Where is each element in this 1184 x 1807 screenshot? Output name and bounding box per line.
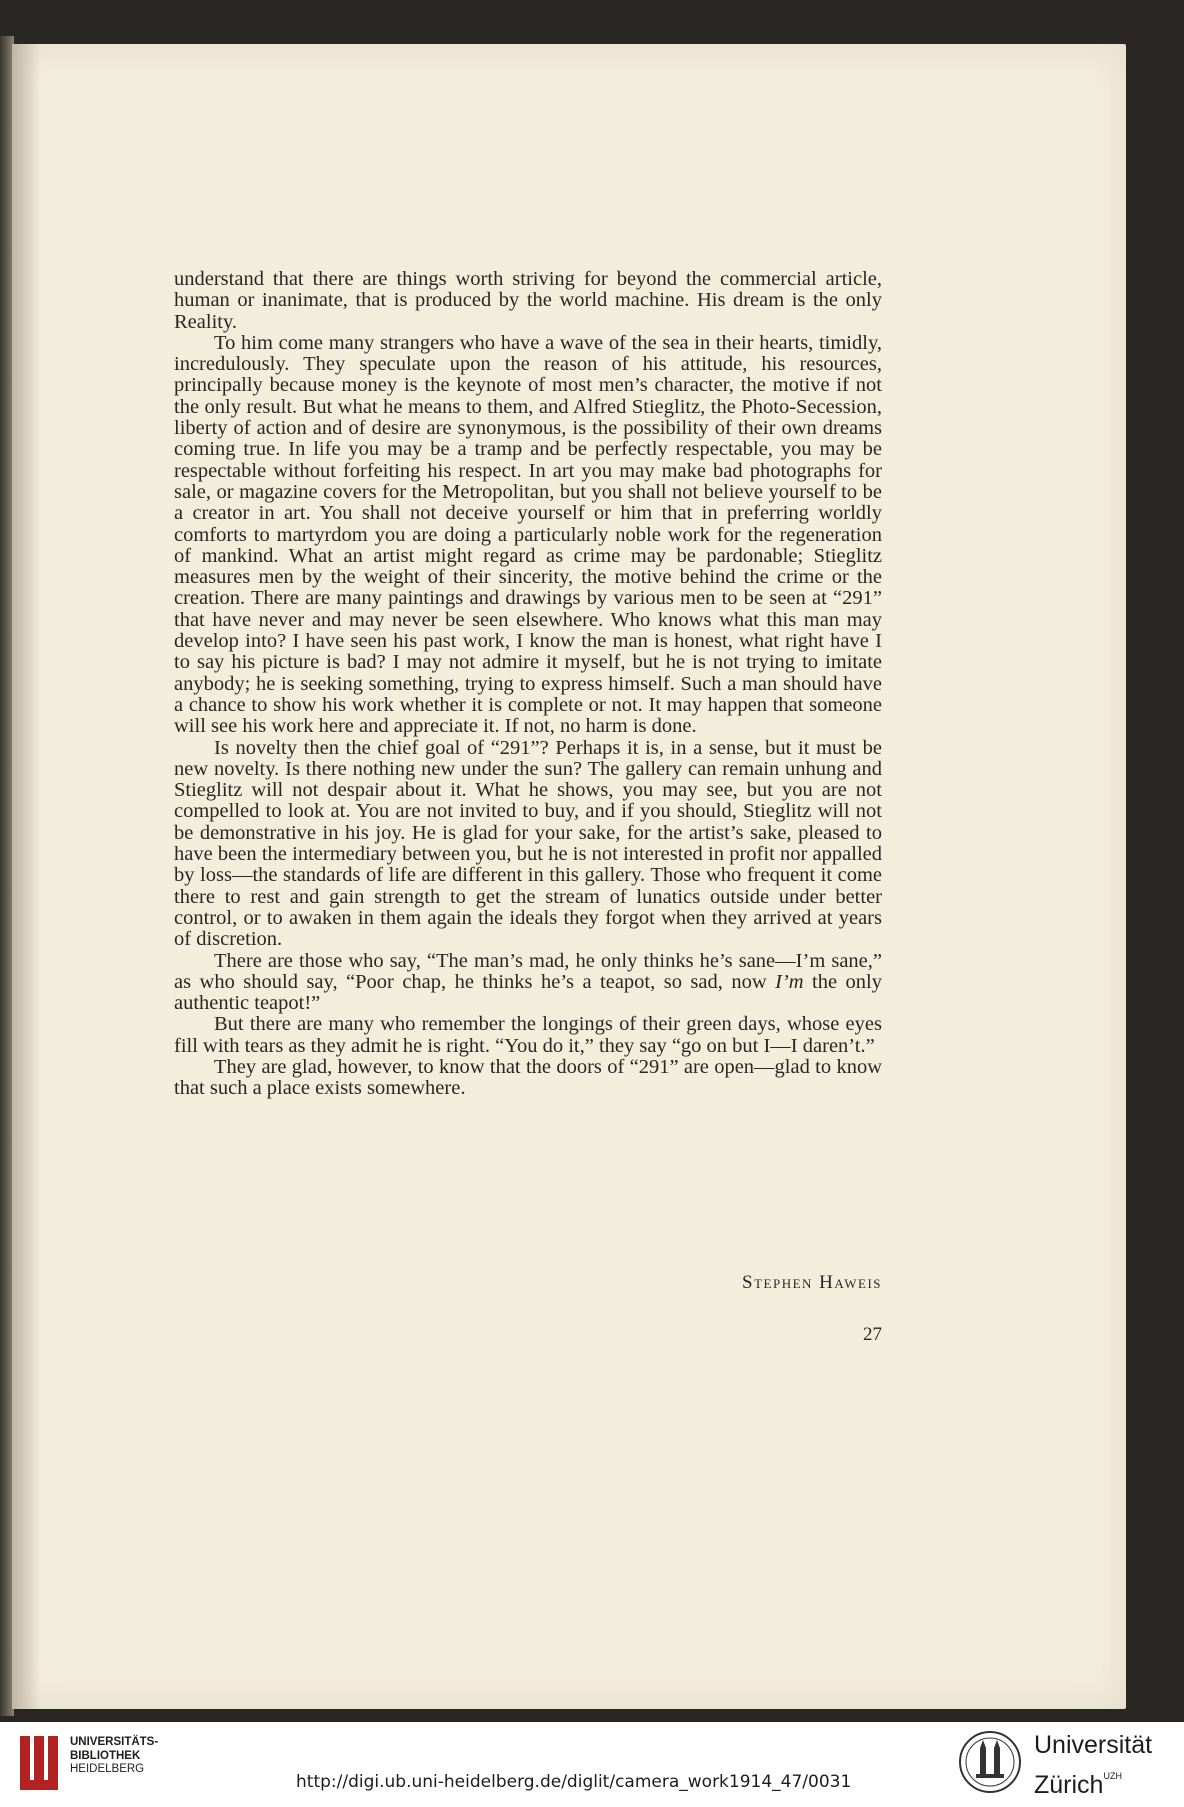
viewer-footer <box>0 1722 1184 1807</box>
article-text <box>174 269 882 1100</box>
page-number: 27 <box>863 1324 882 1345</box>
uzh-sup: UZH <box>1103 1771 1122 1781</box>
paragraph-5: But there are many who remember the longings of their green days, whose eyes fill with tears as they admit he is right. “You do it,” they say “go on but I—I daren’t.” <box>174 1013 882 1057</box>
paragraph-4-text: There are those who say, “The man’s mad, he only thinks he’s sane—I’m sane,” as who should say, “Poor chap, he thinks he’s a teapot, so sad, now <box>174 949 882 993</box>
paragraph-4 <box>174 951 882 1015</box>
author-signature: Stephen Haweis <box>742 1272 882 1293</box>
scanned-page <box>12 44 1126 1709</box>
library-line-1: UNIVERSITÄTS- <box>70 1736 159 1748</box>
uzh-line-1: Universität <box>1034 1731 1153 1759</box>
library-logo-icon <box>18 1732 62 1794</box>
paragraph-4-tail: the only authentic teapot!” <box>174 970 882 1015</box>
uzh-name <box>1034 1730 1152 1801</box>
italic-phrase: I’m <box>775 970 804 993</box>
paragraph-6: They are glad, however, to know that the doors of “291” are open—glad to know that such a place exists somewhere. <box>174 1055 882 1100</box>
paragraph-3: Is novelty then the chief goal of “291”? Perhaps it is, in a sense, but it must be new novelty. Is there nothing new under the sun? The gallery can remain unhung and Stieglitz will not despair about it. What he shows, you may see, but you are not compelled to look at. You are not invited to buy, and if you should, Stieglitz will not be demonstrative in his joy. He is glad for your sake, for the artist’s sake, pleased to have been the intermediary between you, but he is not interested in profit nor appalled by loss—the standards of life are different in this gallery. Those who frequent it come there to rest and gain strength to get the stream of lunatics outside under better control, or to awaken in them again the ideals they forgot when they arrived at years of discretion. <box>174 736 882 951</box>
paragraph-2: To him come many strangers who have a wave of the sea in their hearts, timidly, incredulously. They speculate upon the reason of his attitude, his resources, principally because money is the keynote of most men’s character, the motive if not the only result. But what he means to them, and Alfred Stieglitz, the Photo-Secession, liberty of action and of desire are synonymous, is the possibility of their own dreams coming true. In life you may be a tramp and be perfectly respectable, you may be respectable without forfeiting his respect. In art you may make bad photographs for sale, or magazine covers for the Metropolitan, but you shall not believe yourself to be a creator in art. You shall not deceive yourself or him that in preferring worldly comforts to martyrdom you are doing a particularly noble work for the regeneration of mankind. What an artist might regard as crime may be pardonable; Stieglitz measures men by the weight of their sincerity, the motive behind the crime or the creation. There are many paintings and drawings by various men to be seen at “291” that have never and may never be seen elsewhere. Who knows what this man may develop into? I have seen his past work, I know the man is honest, what right have I to say his picture is bad? I may not admire it myself, but he is not trying to imitate anybody; he is seeking something, trying to express himself. Such a man should have a chance to show his work whether it is complete or not. It may happen that someone will see his work here and appreciate it. If not, no harm is done. <box>174 331 882 738</box>
paragraph-1: understand that there are things worth striving for beyond the commercial article, human or inanimate, that is produced by the world machine. His dream is the only Reality. <box>174 268 882 333</box>
library-line-3: HEIDELBERG <box>70 1763 145 1775</box>
library-name <box>70 1736 158 1777</box>
uzh-line-2-wrap <box>1034 1761 1152 1801</box>
permalink-url[interactable]: http://digi.ub.uni-heidelberg.de/diglit/camera_work1914_47/0031 <box>296 1772 852 1792</box>
uzh-line-2: Zürich <box>1034 1771 1104 1799</box>
library-line-2: BIBLIOTHEK <box>70 1749 141 1762</box>
uzh-seal-icon <box>958 1730 1022 1794</box>
